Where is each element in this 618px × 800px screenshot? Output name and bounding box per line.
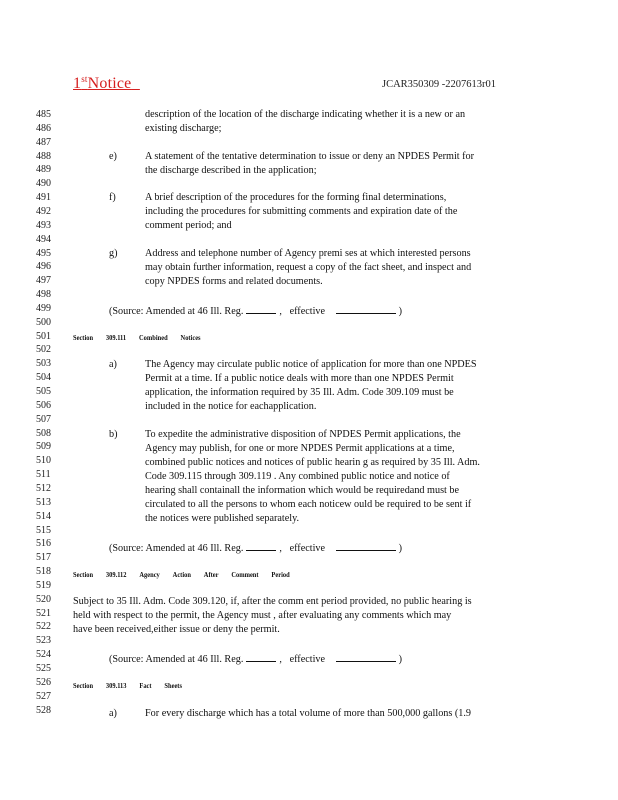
line-number: 500 — [36, 316, 51, 328]
section-title-word: Action — [172, 571, 191, 579]
section-title-word: Combined — [139, 334, 168, 342]
section-title-word: Fact — [139, 682, 152, 690]
source-close: ) — [398, 543, 403, 554]
line-number: 513 — [36, 496, 51, 508]
source-note: (Source: Amended at 46 Ill. Reg. , effective ) — [109, 540, 402, 556]
line-number: 512 — [36, 482, 51, 494]
line-number: 488 — [36, 150, 51, 162]
line-number: 501 — [36, 330, 51, 342]
source-effective: effective — [289, 654, 326, 665]
item-label-f: f) — [109, 192, 116, 203]
paragraph-line: have been received,either issue or deny the permit. — [73, 624, 280, 635]
source-effective: effective — [289, 543, 326, 554]
line-number: 526 — [36, 676, 51, 688]
paragraph-line: existing discharge; — [145, 123, 222, 134]
section-title-word: Sheets — [164, 682, 182, 690]
line-number: 497 — [36, 275, 51, 287]
paragraph-line: For every discharge which has a total volume of more than 500,000 gallons (1.9 — [145, 708, 472, 719]
line-number: 492 — [36, 205, 51, 217]
line-number: 527 — [36, 690, 51, 702]
paragraph-line: To expedite the administrative disposition of NPDES Permit applications, the — [145, 429, 461, 440]
line-number: 511 — [36, 469, 51, 481]
line-number: 517 — [36, 552, 51, 564]
paragraph-line: the discharge described in the application; — [145, 165, 317, 176]
paragraph-line: Permit at a time. If a public notice deals with more than one NPDES Permit — [145, 373, 454, 384]
paragraph-line: the notices were published separately. — [145, 513, 300, 524]
notice-word: Notice — [87, 75, 132, 92]
item-label-e: e) — [109, 151, 117, 162]
line-number: 507 — [36, 413, 51, 425]
paragraph-line: description of the location of the discharge indicating whether it is a new or an — [145, 109, 466, 120]
line-number: 498 — [36, 289, 51, 301]
paragraph-line: circulated to all the persons to whom each noticew ould be required to be sent if — [145, 499, 472, 510]
paragraph-line: copy NPDES forms and related documents. — [145, 276, 323, 287]
source-note: (Source: Amended at 46 Ill. Reg. , effective ) — [109, 651, 402, 667]
line-number: 485 — [36, 109, 51, 120]
notice-superscript: st — [81, 74, 88, 84]
source-prefix: (Source: Amended at 46 Ill. Reg. — [109, 654, 244, 665]
line-number: 516 — [36, 538, 51, 550]
blank-line — [336, 303, 396, 314]
line-number: 510 — [36, 455, 51, 467]
line-number: 505 — [36, 386, 51, 397]
line-number: 489 — [36, 164, 51, 176]
source-prefix: (Source: Amended at 46 Ill. Reg. — [109, 543, 244, 554]
source-close: ) — [398, 306, 403, 317]
line-number: 495 — [36, 247, 51, 259]
line-number: 503 — [36, 358, 51, 370]
paragraph-line: Address and telephone number of Agency premi ses at which interested persons — [145, 248, 471, 259]
paragraph-line: including the procedures for submitting comments and expiration date of the — [145, 206, 458, 217]
line-number: 490 — [36, 178, 51, 190]
section-title-word: After — [203, 571, 219, 579]
section-title-word: Notices — [180, 334, 201, 342]
line-number: 491 — [36, 192, 51, 204]
item-label-a: a) — [109, 359, 117, 370]
item-label-g: g) — [109, 248, 118, 259]
line-number: 514 — [36, 510, 51, 522]
line-number: 508 — [36, 427, 51, 439]
section-word: Section — [73, 571, 94, 579]
line-number: 519 — [36, 579, 51, 591]
line-number: 525 — [36, 663, 51, 674]
paragraph-line: Code 309.115 through 309.119 . Any combined public notice and notice of — [145, 471, 450, 482]
paragraph-line: combined public notices and notices of public hearin g as required by 35 Ill. Adm. — [145, 457, 480, 468]
blank-line — [336, 651, 396, 662]
paragraph-line: comment period; and — [145, 220, 232, 231]
line-number: 493 — [36, 219, 51, 231]
line-number: 499 — [36, 302, 51, 314]
item-label-b: b) — [109, 429, 118, 440]
paragraph-line: hearing shall containall the information which would be requiredand must be — [145, 485, 460, 496]
line-number: 522 — [36, 621, 51, 633]
line-number: 520 — [36, 593, 51, 605]
paragraph-line: Agency may publish, for one or more NPDES Permit applications at a time, — [145, 443, 455, 454]
source-effective: effective — [289, 306, 326, 317]
section-title-word: Agency — [139, 571, 160, 579]
line-number: 528 — [36, 704, 51, 716]
paragraph-line: The Agency may circulate public notice of application for more than one NPDES — [145, 359, 477, 370]
line-number: 523 — [36, 635, 51, 647]
section-word: Section — [73, 682, 94, 690]
blank-line — [246, 303, 276, 314]
blank-line — [336, 540, 396, 551]
section-number: 309.112 — [105, 571, 127, 579]
paragraph-line: A statement of the tentative determination to issue or deny an NPDES Permit for — [145, 151, 475, 162]
line-number: 487 — [36, 136, 51, 148]
paragraph-line: application, the information required by 35 Ill. Adm. Code 309.109 must be — [145, 387, 454, 398]
section-title-word: Period — [271, 571, 290, 579]
paragraph-line: may obtain further information, request a copy of the fact sheet, and inspect and — [145, 262, 472, 273]
line-number: 515 — [36, 524, 51, 536]
line-number: 518 — [36, 566, 51, 578]
line-number: 494 — [36, 233, 51, 245]
line-number: 521 — [36, 607, 51, 619]
item-label-a: a) — [109, 708, 117, 719]
source-close: ) — [398, 654, 403, 665]
document-code: JCAR350309 -2207613r01 — [382, 79, 497, 90]
section-number: 309.111 — [105, 334, 127, 342]
source-prefix: (Source: Amended at 46 Ill. Reg. — [109, 306, 244, 317]
blank-line — [246, 540, 276, 551]
line-number: 486 — [36, 122, 51, 134]
notice-number: 1 — [73, 75, 82, 92]
section-heading-309-111 — [73, 332, 213, 344]
blank-line — [246, 651, 276, 662]
section-heading-309-113 — [73, 680, 195, 692]
paragraph-line: held with respect to the permit, the Agency must , after evaluating any comments which may — [73, 610, 452, 621]
line-number: 504 — [36, 372, 51, 384]
line-number: 496 — [36, 261, 51, 273]
notice-heading — [73, 74, 140, 93]
line-number: 524 — [36, 649, 51, 661]
line-number: 506 — [36, 399, 51, 411]
source-note: (Source: Amended at 46 Ill. Reg. , effective ) — [109, 303, 402, 319]
paragraph-line: included in the notice for eachapplication. — [145, 401, 317, 412]
paragraph-line: Subject to 35 Ill. Adm. Code 309.120, if, after the comm ent period provided, no public hearing is — [73, 596, 472, 607]
section-heading-309-112 — [73, 569, 303, 581]
section-word: Section — [73, 334, 94, 342]
paragraph-line: A brief description of the procedures for the forming final determinations, — [145, 192, 447, 203]
section-number: 309.113 — [105, 682, 127, 690]
section-title-word: Comment — [231, 571, 259, 579]
line-number: 502 — [36, 344, 51, 356]
line-number: 509 — [36, 441, 51, 453]
